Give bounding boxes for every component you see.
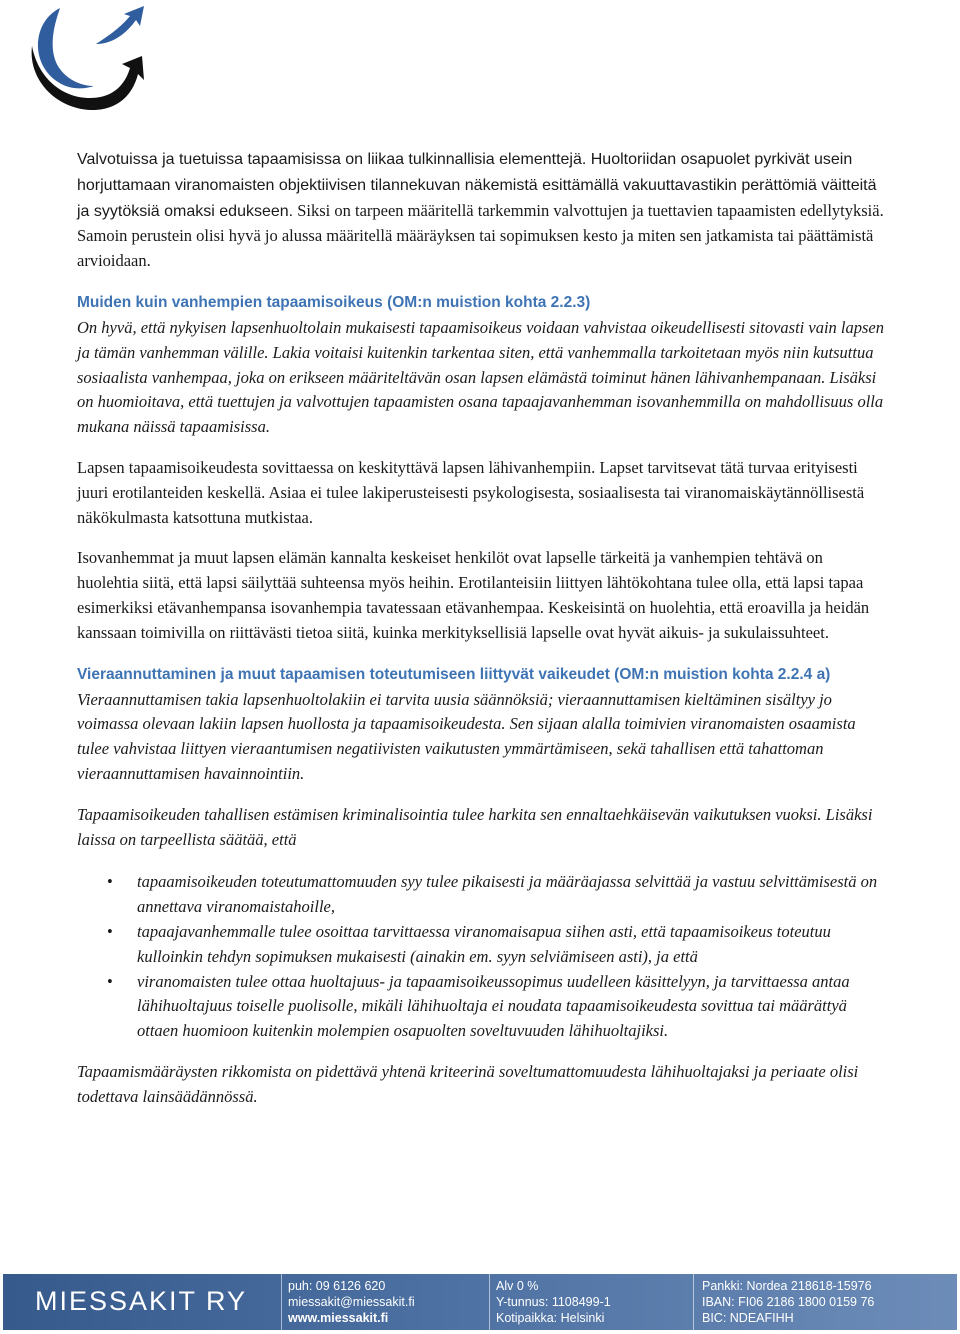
footer-band — [3, 1274, 957, 1330]
section2-italic-paragraph: Vieraannuttamisen takia lapsenhuoltolakiin ei tarvita uusia säännöksiä; vieraannuttamisen kieltäminen sisältyy jo voimassa olevaan lakiin lapsen huollosta ja tapaamisoikeudesta. Sen sijaan alalla toimivien viranomaisten osaamista tulee vahvistaa liittyen vieraantumisen negatiivisten vaikutusten ymmärtämiseen, sekä tahallisen että tahattoman vieraannuttamisen havainnointiin. — [77, 689, 856, 783]
footer-iban: IBAN: FI06 2186 1800 0159 76 — [702, 1295, 875, 1309]
list-item: • viranomaisten tulee ottaa huoltajuus- ja tapaamisoikeussopimus uudelleen käsittelyyn, ja tarvittaessa antaa lähihuoltajuus toiselle puolisolle, mikäli lähihuoltaja ei noudata tapaamisoikeudesta sovittua tai määrättyä ottaen huomioon kuitenkin molempien osapuolten soveltuvuuden lähihuoltajiksi. — [137, 970, 887, 1044]
footer-website[interactable]: www.miessakit.fi — [288, 1311, 389, 1325]
list-item: • tapaamisoikeuden toteutumattomuuden syy tulee pikaisesti ja määräajassa selvittää ja vastuu selvittämisestä on annettava viranomaistahoille, — [137, 870, 887, 920]
footer-divider — [489, 1274, 490, 1330]
footer-bic: BIC: NDEAFIHH — [702, 1311, 794, 1325]
requirements-list — [77, 870, 887, 1044]
intro-paragraph-sans: Valvotuissa ja tuetuissa tapaamisissa on liikaa tulkinnallisia elementtejä. Huoltoriidan osapuolet pyrkivät usein horjuttamaan viranomaisten objektiivisen tilannekuvan näkemistä esittämällä vakuuttavastikin perättömiä väitteitä ja syytöksiä omaksi edukseen. — [77, 151, 877, 220]
footer-vat: Alv 0 % — [496, 1279, 539, 1293]
footer-phone: puh: 09 6126 620 — [288, 1279, 386, 1293]
logo-icon — [24, 2, 148, 118]
intro-paragraph — [77, 147, 887, 274]
footer-divider — [693, 1274, 694, 1330]
intro-paragraph-tail: Siksi on tarpeen määritellä tarkemmin valvottujen ja tuettavien tapaamisten edellytyksiä. Samoin perustein olisi hyvä jo alussa määritellä määräyksen tai sopimuksen kesto ja miten sen jatkamista tai päättämistä arvioidaan. — [77, 200, 884, 271]
paragraph-criminalization: Tapaamisoikeuden tahallisen estämisen kriminalisointia tulee harkita sen ennaltaehkäisevän vaikutuksen vuoksi. Lisäksi laissa on tarpeellista säätää, että — [77, 804, 873, 849]
footer-contact — [288, 1278, 415, 1326]
footer-bank-account: Pankki: Nordea 218618-15976 — [702, 1279, 872, 1293]
section1-italic-paragraph: On hyvä, että nykyisen lapsenhuoltolain mukaisesti tapaamisoikeus voidaan vahvistaa oikeudellisesti sitovasti vain lapsen ja tämän vanhemman välille. Lakia voitaisi kuitenkin tarkentaa siten, että vanhemmalla tarkoitetaan myös niin kutsuttua sosiaalista vanhempaa, joka on erikseen määriteltävän osan lapsen elämästä toiminut hänen lähivanhempanaan. Lisäksi on huomioitava, että tuettujen ja valvottujen tapaamisten osana tapaajavanhemman isovanhemmilla on mahdollisuus olla mukana näissä tapaamisissa. — [77, 317, 884, 437]
footer-registration — [496, 1278, 611, 1326]
section-heading-alienation: Vieraannuttaminen ja muut tapaamisen toteutumiseen liittyvät vaikeudet (OM:n muistion kohta 2.2.4 a) — [77, 665, 831, 683]
paragraph-grandparents: Isovanhemmat ja muut lapsen elämän kannalta keskeiset henkilöt ovat lapselle tärkeitä ja vanhempien tehtävä on huolehtia siitä, että lapsi säilyttää suhteensa myös heihin. Erotilanteisiin liittyen lähtökohtana tulee olla, että lapsi tapaa esimerkiksi etävanhempansa isovanhempia tavatessaan etävanhempaa. Keskeisintä on huolehtia, että eroavilla ja heidän kanssaan toimivilla on riittävästi tietoa siitä, kuinka merkityksellisiä lapselle ovat hyvät aikuis- ja sukulaissuhteet. — [77, 548, 870, 642]
footer-divider — [281, 1274, 282, 1330]
section-heading-visitation-rights: Muiden kuin vanhempien tapaamisoikeus (OM:n muistion kohta 2.2.3) — [77, 293, 591, 311]
footer-brand: MIESSAKIT RY — [35, 1286, 248, 1316]
footer-domicile: Kotipaikka: Helsinki — [496, 1311, 605, 1325]
list-item: • tapaajavanhemmalle tulee osoittaa tarvittaessa viranomaisapua siihen asti, että tapaamisoikeus toteutuu kulloinkin tehdyn sopimuksen mukaisesti (ainakin em. syyn selviämiseen asti), ja että — [137, 920, 887, 970]
footer-business-id: Y-tunnus: 1108499-1 — [496, 1295, 611, 1309]
footer-bank — [702, 1278, 874, 1326]
paragraph-conclusion: Tapaamismääräysten rikkomista on pidettävä yhtenä kriteerinä soveltumattomuudesta lähihuoltajaksi ja periaate olisi todettava lainsäädännössä. — [77, 1061, 859, 1106]
paragraph-close-parents: Lapsen tapaamisoikeudesta sovittaessa on keskityttävä lapsen lähivanhempiin. Lapset tarvitsevat tätä turvaa erityisesti juuri erotilanteiden keskellä. Asiaa ei tulee lakiperusteisesti psykologisesta, sosiaalisesta tai viranomaiskäytännöllisestä näkökulmasta katsottuna mutkistaa. — [77, 457, 865, 527]
document-body — [77, 147, 887, 1126]
footer-email[interactable]: miessakit@miessakit.fi — [288, 1295, 415, 1309]
